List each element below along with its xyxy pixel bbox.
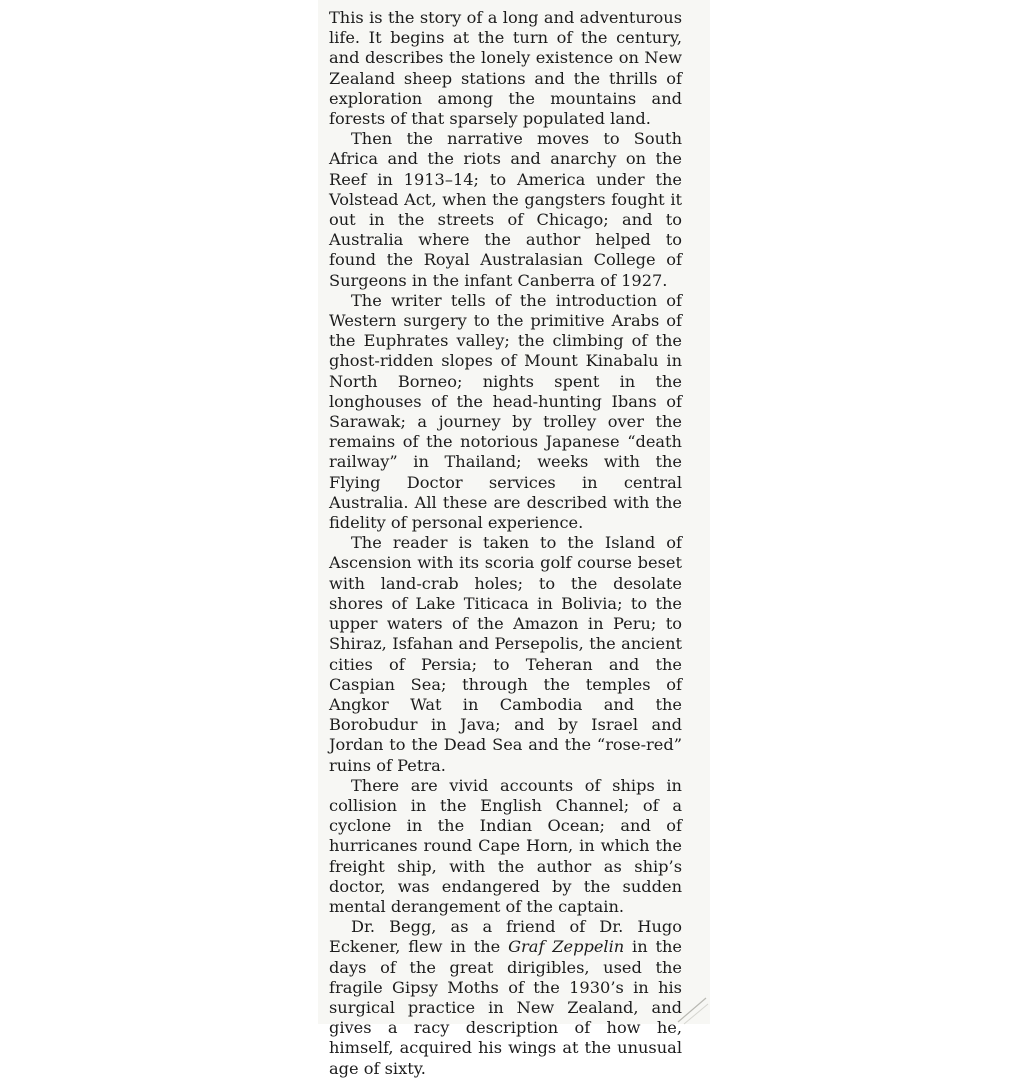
blurb-paragraph-6 bbox=[329, 917, 682, 1079]
blurb-paragraph-4: The reader is taken to the Island of Ascension with its scoria golf course beset with land-crab holes; to the desolate shores of Lake Titicaca in Bolivia; to the upper waters of the Amazon in Peru; to Shiraz, Isfahan and Persepolis, the ancient cities of Persia; to Teheran and the Caspian Sea; through the temples of Angkor Wat in Cambodia and the Borobudur in Java; and by Israel and Jordan to the Dead Sea and the “rose-red” ruins of Petra. bbox=[329, 533, 682, 775]
blurb-text-column bbox=[329, 8, 682, 1079]
blurb-paragraph-3: The writer tells of the introduction of Western surgery to the primitive Arabs of the Euphrates valley; the climbing of the ghost-ridden slopes of Mount Kinabalu in North Borneo; nights spent in the longhouses of the head-hunting Ibans of Sarawak; a journey by trolley over the remains of the notorious Japanese “death railway” in Thailand; weeks with the Flying Doctor services in central Australia. All these are described with the fidelity of personal experience. bbox=[329, 290, 682, 533]
graf-zeppelin-title: Graf Zeppelin bbox=[508, 937, 625, 957]
blurb-paragraph-2: Then the narrative moves to South Africa and the riots and anarchy on the Reef in 1913–14; to America under the Volstead Act, when the gangsters fought it out in the streets of Chicago; and to Australia where the author helped to found the Royal Australasian College of Surgeons in the infant Canberra of 1927. bbox=[329, 129, 682, 290]
blurb-paragraph-5: There are vivid accounts of ships in collision in the English Channel; of a cyclone in the Indian Ocean; and of hurricanes round Cape Horn, in which the freight ship, with the author as ship’s doctor, was endangered by the sudden mental derangement of the captain. bbox=[329, 775, 682, 916]
blurb-paragraph-1: This is the story of a long and adventurous life. It begins at the turn of the century, and describes the lonely existence on New Zealand sheep stations and the thrills of exploration among the mountains and forests of that sparsely populated land. bbox=[329, 8, 682, 129]
paragraph-6-lead: Dr. Begg, as a friend of Dr. Hugo Eckener, flew in the bbox=[329, 917, 682, 957]
paragraph-6-rest: in the days of the great dirigibles, used the fragile Gipsy Moths of the 1930’s in his surgical practice in New Zealand, and gives a racy description of how he, himself, acquired his wings at the unusual age of sixty. bbox=[329, 937, 683, 1078]
paper-edge-mark bbox=[676, 994, 710, 1024]
